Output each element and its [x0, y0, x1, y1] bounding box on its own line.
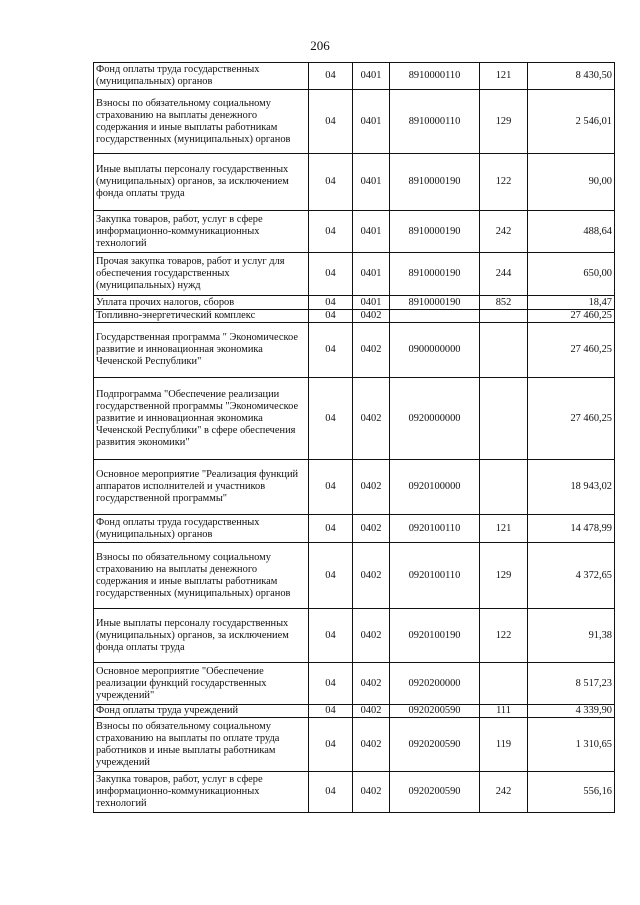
row-subsection-cell: 0402 — [353, 772, 390, 813]
row-name-cell: Взносы по обязательному социальному страхованию на выплаты денежного содержания и иные выплаты работникам государственных (муниципальных) органов — [94, 90, 309, 154]
row-section-cell: 04 — [309, 63, 353, 90]
row-section-cell: 04 — [309, 515, 353, 543]
table-row — [94, 90, 615, 154]
row-amount-cell: 556,16 — [528, 772, 615, 813]
row-section-cell: 04 — [309, 211, 353, 253]
row-subsection-cell: 0402 — [353, 323, 390, 378]
row-name-cell: Прочая закупка товаров, работ и услуг для обеспечения государственных (муниципальных) нужд — [94, 253, 309, 296]
row-subsection-cell: 0402 — [353, 718, 390, 772]
row-subsection-cell: 0401 — [353, 296, 390, 310]
row-amount-cell: 90,00 — [528, 154, 615, 211]
row-name-cell: Топливно-энергетический комплекс — [94, 310, 309, 323]
row-expense-type-cell: 122 — [480, 609, 528, 663]
row-target-article-cell: 0920200000 — [390, 663, 480, 705]
row-section-cell: 04 — [309, 543, 353, 609]
row-subsection-cell: 0401 — [353, 63, 390, 90]
row-section-cell: 04 — [309, 296, 353, 310]
row-section-cell: 04 — [309, 772, 353, 813]
row-target-article-cell: 8910000110 — [390, 63, 480, 90]
page-number: 206 — [310, 38, 330, 53]
row-target-article-cell: 8910000190 — [390, 296, 480, 310]
row-expense-type-cell: 242 — [480, 772, 528, 813]
row-section-cell: 04 — [309, 310, 353, 323]
row-amount-cell: 8 517,23 — [528, 663, 615, 705]
row-amount-cell: 27 460,25 — [528, 310, 615, 323]
row-expense-type-cell — [480, 378, 528, 460]
row-target-article-cell: 0900000000 — [390, 323, 480, 378]
row-subsection-cell: 0402 — [353, 378, 390, 460]
row-target-article-cell: 0920100190 — [390, 609, 480, 663]
table-row — [94, 211, 615, 253]
row-name-cell: Фонд оплаты труда учреждений — [94, 705, 309, 718]
row-target-article-cell: 8910000190 — [390, 154, 480, 211]
table-row — [94, 154, 615, 211]
row-name-cell: Взносы по обязательному социальному страхованию на выплаты денежного содержания и иные выплаты работникам государственных (муниципальных) органов — [94, 543, 309, 609]
row-subsection-cell: 0401 — [353, 154, 390, 211]
row-section-cell: 04 — [309, 609, 353, 663]
row-target-article-cell: 0920100000 — [390, 460, 480, 515]
row-target-article-cell: 8910000190 — [390, 211, 480, 253]
row-section-cell: 04 — [309, 323, 353, 378]
table-row — [94, 543, 615, 609]
row-name-cell: Закупка товаров, работ, услуг в сфере информационно-коммуникационных технологий — [94, 772, 309, 813]
row-section-cell: 04 — [309, 705, 353, 718]
table-row — [94, 310, 615, 323]
row-amount-cell: 2 546,01 — [528, 90, 615, 154]
row-name-cell: Уплата прочих налогов, сборов — [94, 296, 309, 310]
row-name-cell: Основное мероприятие "Реализация функций аппаратов исполнителей и участников государственной программы" — [94, 460, 309, 515]
row-subsection-cell: 0402 — [353, 460, 390, 515]
table-row — [94, 705, 615, 718]
row-name-cell: Государственная программа " Экономическое развитие и инновационная экономика Чеченской Республики" — [94, 323, 309, 378]
row-expense-type-cell — [480, 460, 528, 515]
row-section-cell: 04 — [309, 663, 353, 705]
row-expense-type-cell: 119 — [480, 718, 528, 772]
table-row — [94, 296, 615, 310]
row-expense-type-cell: 111 — [480, 705, 528, 718]
row-expense-type-cell: 244 — [480, 253, 528, 296]
row-target-article-cell: 8910000190 — [390, 253, 480, 296]
row-subsection-cell: 0402 — [353, 543, 390, 609]
row-subsection-cell: 0401 — [353, 253, 390, 296]
row-target-article-cell — [390, 310, 480, 323]
row-subsection-cell: 0402 — [353, 515, 390, 543]
row-section-cell: 04 — [309, 718, 353, 772]
row-section-cell: 04 — [309, 154, 353, 211]
row-expense-type-cell: 122 — [480, 154, 528, 211]
row-expense-type-cell: 121 — [480, 515, 528, 543]
row-subsection-cell: 0402 — [353, 705, 390, 718]
row-expense-type-cell — [480, 323, 528, 378]
row-amount-cell: 27 460,25 — [528, 378, 615, 460]
row-amount-cell: 650,00 — [528, 253, 615, 296]
row-target-article-cell: 0920000000 — [390, 378, 480, 460]
row-name-cell: Фонд оплаты труда государственных (муниципальных) органов — [94, 63, 309, 90]
budget-table-body — [94, 63, 615, 813]
row-amount-cell: 4 372,65 — [528, 543, 615, 609]
table-row — [94, 663, 615, 705]
row-amount-cell: 4 339,90 — [528, 705, 615, 718]
row-amount-cell: 1 310,65 — [528, 718, 615, 772]
row-target-article-cell: 0920100110 — [390, 515, 480, 543]
row-name-cell: Взносы по обязательному социальному страхованию на выплаты по оплате труда работников и иные выплаты работникам учреждений — [94, 718, 309, 772]
row-subsection-cell: 0402 — [353, 663, 390, 705]
row-amount-cell: 91,38 — [528, 609, 615, 663]
table-row — [94, 378, 615, 460]
table-row — [94, 515, 615, 543]
table-row — [94, 718, 615, 772]
row-amount-cell: 14 478,99 — [528, 515, 615, 543]
row-name-cell: Основное мероприятие "Обеспечение реализации функций государственных учреждений" — [94, 663, 309, 705]
row-section-cell: 04 — [309, 378, 353, 460]
row-target-article-cell: 0920200590 — [390, 772, 480, 813]
row-section-cell: 04 — [309, 253, 353, 296]
row-expense-type-cell: 129 — [480, 90, 528, 154]
row-amount-cell: 18 943,02 — [528, 460, 615, 515]
row-name-cell: Иные выплаты персоналу государственных (муниципальных) органов, за исключением фонда оплаты труда — [94, 609, 309, 663]
table-row — [94, 63, 615, 90]
row-section-cell: 04 — [309, 460, 353, 515]
row-subsection-cell: 0402 — [353, 609, 390, 663]
row-subsection-cell: 0401 — [353, 211, 390, 253]
row-expense-type-cell: 242 — [480, 211, 528, 253]
row-subsection-cell: 0402 — [353, 310, 390, 323]
row-subsection-cell: 0401 — [353, 90, 390, 154]
row-expense-type-cell: 129 — [480, 543, 528, 609]
table-row — [94, 323, 615, 378]
row-target-article-cell: 0920200590 — [390, 718, 480, 772]
row-expense-type-cell — [480, 663, 528, 705]
row-target-article-cell: 0920200590 — [390, 705, 480, 718]
row-target-article-cell: 0920100110 — [390, 543, 480, 609]
table-row — [94, 772, 615, 813]
table-row — [94, 460, 615, 515]
row-name-cell: Закупка товаров, работ, услуг в сфере информационно-коммуникационных технологий — [94, 211, 309, 253]
row-name-cell: Фонд оплаты труда государственных (муниципальных) органов — [94, 515, 309, 543]
row-expense-type-cell: 121 — [480, 63, 528, 90]
row-name-cell: Иные выплаты персоналу государственных (муниципальных) органов, за исключением фонда оплаты труда — [94, 154, 309, 211]
table-row — [94, 609, 615, 663]
row-amount-cell: 488,64 — [528, 211, 615, 253]
row-name-cell: Подпрограмма "Обеспечение реализации государственной программы "Экономическое развитие и инновационная экономика Чеченской Республики" в сфере обеспечения развития экономики" — [94, 378, 309, 460]
row-expense-type-cell — [480, 310, 528, 323]
row-target-article-cell: 8910000110 — [390, 90, 480, 154]
row-amount-cell: 8 430,50 — [528, 63, 615, 90]
row-amount-cell: 27 460,25 — [528, 323, 615, 378]
row-section-cell: 04 — [309, 90, 353, 154]
row-expense-type-cell: 852 — [480, 296, 528, 310]
row-amount-cell: 18,47 — [528, 296, 615, 310]
table-row — [94, 253, 615, 296]
budget-table — [93, 62, 615, 813]
